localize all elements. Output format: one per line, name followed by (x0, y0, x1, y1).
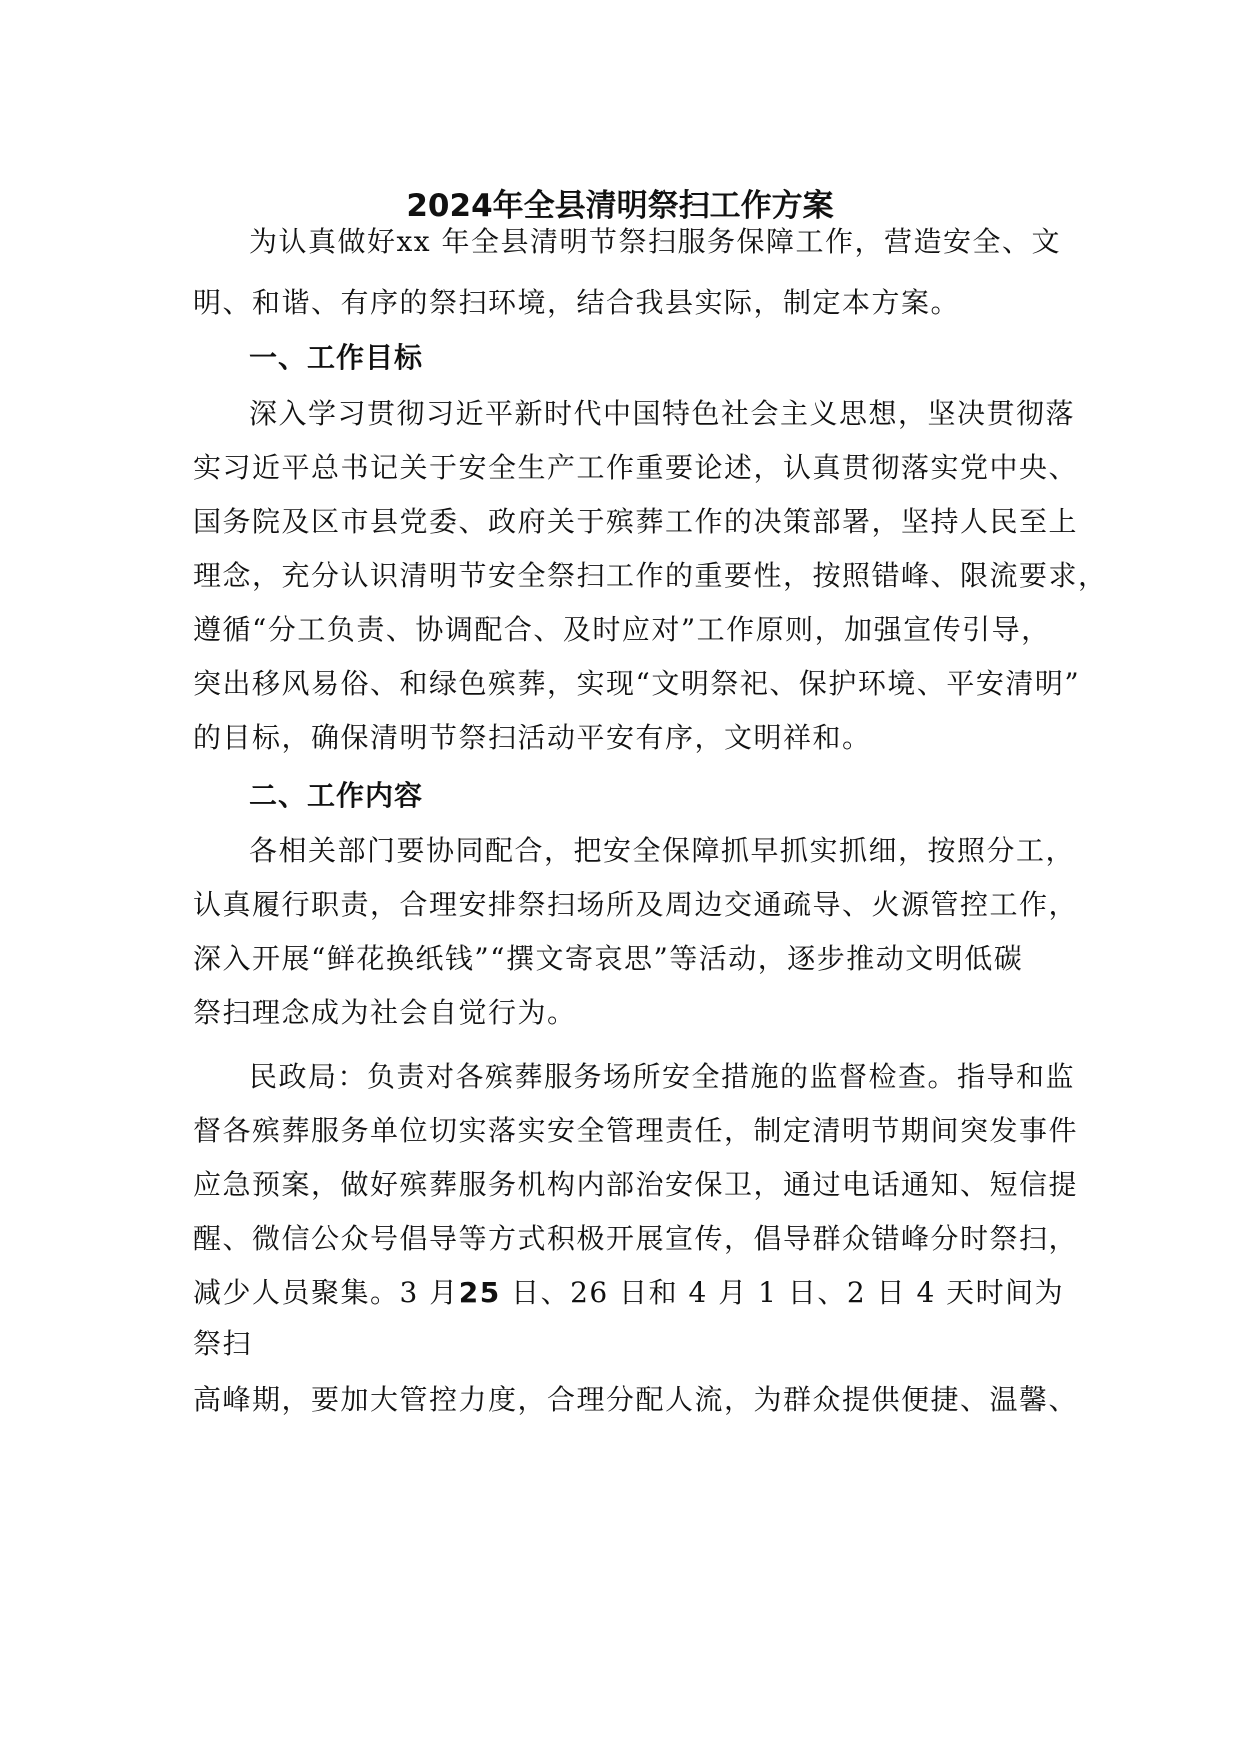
document-title: 2024年全县清明祭扫工作方案 (406, 188, 834, 224)
goals-line-4: 理念，充分认识清明节安全祭扫工作的重要性，按照错峰、限流要求， (193, 559, 1108, 592)
goals-line-5: 遵循“分工负责、协调配合、及时应对”工作原则，加强宣传引导， (193, 613, 1051, 646)
goals-line-7: 的目标，确保清明节祭扫活动平安有序，文明祥和。 (193, 721, 872, 754)
content-p1-line-2: 认真履行职责，合理安排祭扫场所及周边交通疏导、火源管控工作， (193, 888, 1079, 921)
content-p1-line-4: 祭扫理念成为社会自觉行为。 (193, 996, 577, 1029)
content-p2-line-6: 祭扫 (193, 1327, 253, 1360)
content-p1-line-1: 各相关部门要协同配合，把安全保障抓早抓实抓细，按照分工， (249, 834, 1076, 867)
content-p2-line-3: 应急预案，做好殡葬服务机构内部治安保卫，通过电话通知、短信提 (193, 1168, 1079, 1201)
content-p2-line-4: 醒、微信公众号倡导等方式积极开展宣传，倡导群众错峰分时祭扫， (193, 1222, 1079, 1255)
section-heading-goals: 一、工作目标 (249, 341, 424, 374)
goals-line-1: 深入学习贯彻习近平新时代中国特色社会主义思想，坚决贯彻落 (249, 397, 1076, 430)
goals-line-6: 突出移风易俗、和绿色殡葬，实现“文明祭祀、保护环境、平安清明” (193, 667, 1081, 700)
line-5-bold-number: 25 (458, 1276, 501, 1309)
line-5-before: 减少人员聚集。3 月 (193, 1276, 459, 1309)
intro-line-2: 明、和谐、有序的祭扫环境，结合我县实际，制定本方案。 (193, 286, 961, 319)
goals-line-3: 国务院及区市县党委、政府关于殡葬工作的决策部署，坚持人民至上 (193, 505, 1079, 538)
content-p1-line-3: 深入开展“鲜花换纸钱”“撰文寄哀思”等活动，逐步推动文明低碳 (193, 942, 1024, 975)
content-p2-line-2: 督各殡葬服务单位切实落实安全管理责任，制定清明节期间突发事件 (193, 1114, 1079, 1147)
section-heading-content: 二、工作内容 (249, 779, 424, 812)
content-p2-line-7: 高峰期，要加大管控力度，合理分配人流，为群众提供便捷、温馨、 (193, 1383, 1079, 1416)
content-p2-line-1: 民政局：负责对各殡葬服务场所安全措施的监督检查。指导和监 (249, 1060, 1076, 1093)
content-p2-line-5 (193, 1273, 1064, 1313)
intro-line-1: 为认真做好xx 年全县清明节祭扫服务保障工作，营造安全、文 (249, 225, 1061, 258)
line-5-after: 日、26 日和 4 月 1 日、2 日 4 天时间为 (500, 1276, 1065, 1309)
goals-line-2: 实习近平总书记关于安全生产工作重要论述，认真贯彻落实党中央、 (193, 451, 1079, 484)
